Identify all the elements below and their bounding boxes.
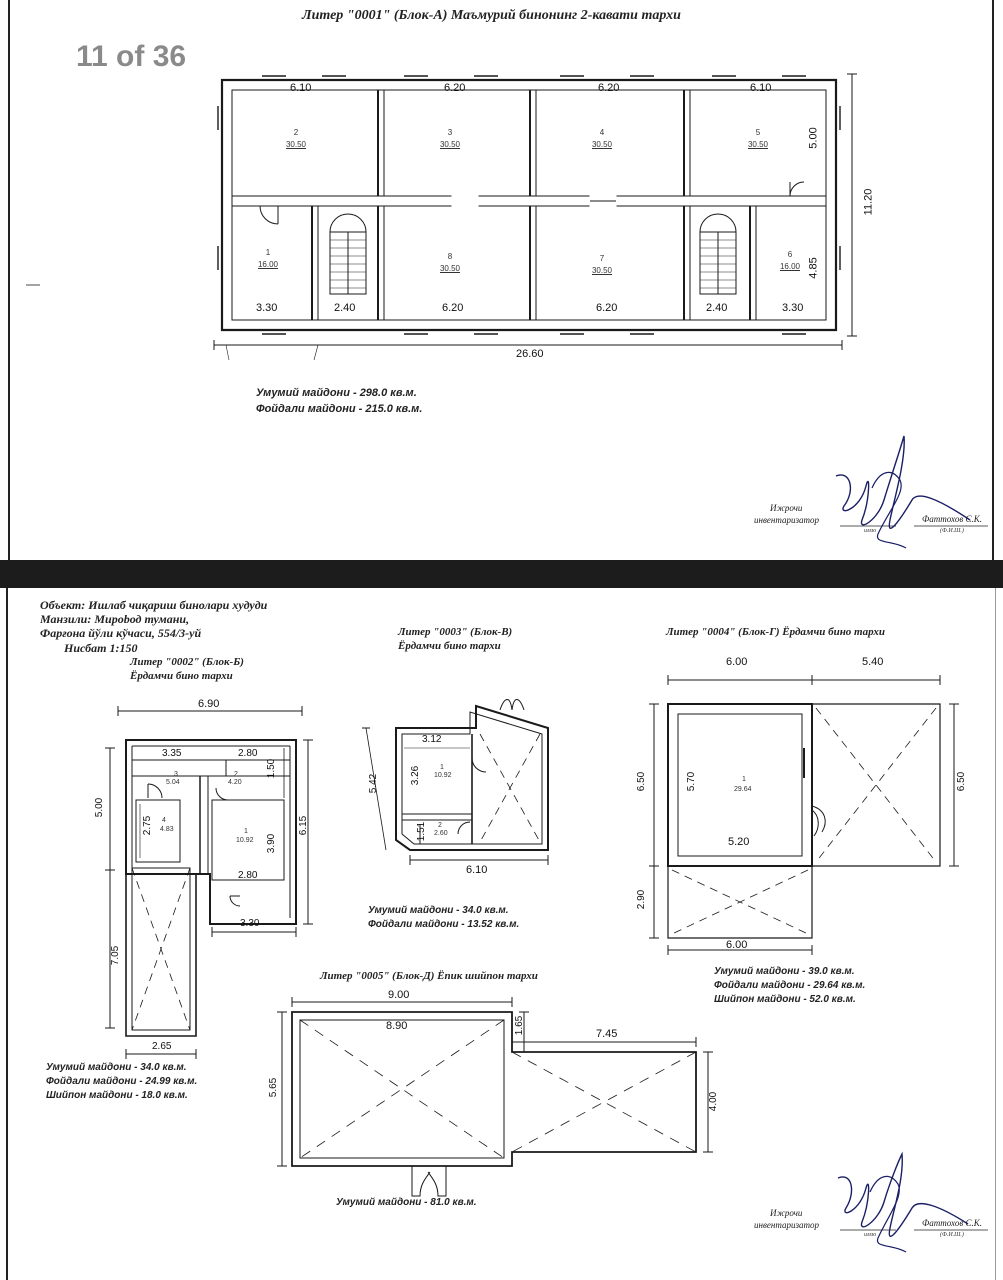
dim-b-left-upper: 5.00 (94, 797, 106, 818)
dim-g-top-right: 5.40 (862, 656, 884, 668)
dim-v-bottom: 6.10 (466, 864, 488, 876)
block-v-subtitle: Ёрдамчи бино тархи (398, 640, 501, 652)
dim-b-bottom-right: 3.30 (240, 918, 260, 929)
room-area: 30.50 (439, 264, 461, 273)
room-number: 1 (440, 764, 444, 771)
dim-total-height: 11.20 (862, 188, 875, 216)
page-counter: 11 of 36 (76, 40, 187, 73)
block-b-title: Литер "0002" (Блок-Б) (130, 656, 244, 668)
room-area: 4.83 (160, 826, 174, 833)
dim-b-r2h: 1.50 (266, 758, 278, 779)
dim-g-inner-w: 5.20 (728, 836, 750, 848)
room-area: 30.50 (439, 140, 461, 149)
dim-b-left-lower: 7.05 (110, 945, 122, 966)
room-area: 29.64 (734, 786, 752, 793)
dim-b-bottom-left: 2.65 (152, 1041, 172, 1052)
dim-right-lower: 4.85 (807, 257, 820, 279)
object-header: Объект: Ишлаб чиқариш бинолари худуди (40, 598, 268, 612)
room-area: 16.00 (779, 262, 801, 271)
room-number: 1 (265, 248, 271, 257)
block-g-canopy-area: Шийпон майдони - 52.0 кв.м. (714, 994, 856, 1005)
dim-bottom-3: 6.20 (442, 302, 464, 314)
dim-right-upper: 5.00 (807, 127, 820, 149)
dim-d-right: 4.00 (708, 1091, 720, 1112)
dim-g-top-left: 6.00 (726, 656, 748, 668)
dim-g-lower-h: 2.90 (636, 889, 648, 910)
dim-g-inner-h: 5.70 (686, 771, 698, 792)
dim-top-4: 6.10 (750, 82, 772, 94)
dim-bottom-6: 3.30 (782, 302, 804, 314)
total-area-text: Умумий майдони - 298.0 кв.м. (256, 387, 417, 399)
dim-top-1: 6.10 (290, 82, 312, 94)
room-number: 4 (599, 128, 605, 137)
room-area: 16.00 (257, 260, 279, 269)
block-g-useful-area: Фойдали майдони - 29.64 кв.м. (714, 980, 866, 991)
room-area: 30.50 (285, 140, 307, 149)
dim-v-left: 5.42 (368, 773, 380, 794)
address-line-1: Манзили: Мирobод тумани, (40, 612, 190, 626)
executor-label-2: инвентаризатор (754, 515, 819, 525)
room-area: 30.50 (591, 266, 613, 275)
room-number: 8 (447, 252, 453, 261)
dim-bottom-2: 2.40 (334, 302, 356, 314)
dim-d-step: 1.65 (514, 1015, 526, 1036)
block-d-title: Литер "0005" (Блок-Д) Ёпик шийпон тархи (320, 970, 538, 982)
scale-text: Нисбат 1:150 (64, 641, 138, 655)
block-d-total-area: Умумий майдони - 81.0 кв.м. (336, 1197, 477, 1208)
room-area: 30.50 (591, 140, 613, 149)
room-number: 2 (438, 822, 442, 829)
block-v-total-area: Умумий майдони - 34.0 кв.м. (368, 905, 509, 916)
dim-d-right-top: 7.45 (596, 1028, 618, 1040)
signature-drawing (0, 588, 1003, 1280)
executor-label-1: Ижрочи (770, 503, 803, 513)
room-area: 10.92 (434, 772, 452, 779)
dim-b-top: 6.90 (198, 698, 220, 710)
dim-b-right: 6.15 (298, 815, 310, 836)
executor-name: Фаттохов С.К. (922, 1218, 982, 1228)
signature-drawing (0, 0, 1003, 560)
room-number: 1 (244, 828, 248, 835)
floor-plan-sheet-2 (0, 588, 1003, 1280)
dim-v-r2h: 1.51 (416, 821, 428, 842)
room-number: 3 (447, 128, 453, 137)
block-v-title: Литер "0003" (Блок-В) (398, 626, 513, 638)
floor-plan-sheet-1 (0, 0, 1003, 560)
executor-label-1: Ижрочи (770, 1208, 803, 1218)
executor-name: Фаттохов С.К. (922, 514, 982, 524)
dim-bottom-4: 6.20 (596, 302, 618, 314)
room-number: 2 (293, 128, 299, 137)
dim-g-left: 6.50 (636, 771, 648, 792)
dim-g-right: 6.50 (956, 771, 968, 792)
dim-b-r1h: 3.90 (266, 833, 278, 854)
room-area: 30.50 (747, 140, 769, 149)
room-area: 10.92 (236, 837, 254, 844)
room-number: 5 (755, 128, 761, 137)
block-b-canopy-area: Шийпон майдони - 18.0 кв.м. (46, 1090, 188, 1101)
block-g-title: Литер "0004" (Блок-Г) Ёрдамчи бино тархи (666, 626, 886, 638)
block-g-total-area: Умумий майдони - 39.0 кв.м. (714, 966, 855, 977)
room-number: 7 (599, 254, 605, 263)
name-caption: (Ф.И.Ш.) (940, 528, 964, 534)
room-number: 3 (174, 771, 178, 778)
dim-v-r1h: 3.26 (410, 765, 422, 786)
room-area: 5.04 (166, 779, 180, 786)
dim-top-3: 6.20 (598, 82, 620, 94)
dim-b-r1-bottom: 2.80 (238, 870, 258, 881)
dim-top-2: 6.20 (444, 82, 466, 94)
dim-b-r2: 2.80 (238, 748, 258, 759)
room-number: 4 (162, 817, 166, 824)
dim-g-bottom: 6.00 (726, 939, 748, 951)
useful-area-text: Фойдали майдони - 215.0 кв.м. (256, 403, 423, 415)
dim-d-inner-top: 8.90 (386, 1020, 408, 1032)
dim-b-r4h: 2.75 (142, 815, 154, 836)
sheet1-title: Литер "0001" (Блок-А) Маъмурий бинонинг 2-кавати тархи (302, 8, 681, 23)
room-area: 2.60 (434, 830, 448, 837)
signature-caption: имзо (864, 528, 877, 534)
executor-label-2: инвентаризатор (754, 1220, 819, 1230)
room-number: 6 (787, 250, 793, 259)
dim-v-r1w: 3.12 (422, 734, 442, 745)
room-area: 4.20 (228, 779, 242, 786)
block-b-subtitle: Ёрдамчи бино тархи (130, 670, 233, 682)
dim-bottom-1: 3.30 (256, 302, 278, 314)
block-b-total-area: Умумий майдони - 34.0 кв.м. (46, 1062, 187, 1073)
dim-total-width: 26.60 (516, 348, 544, 360)
dim-bottom-5: 2.40 (706, 302, 728, 314)
dim-d-top: 9.00 (388, 989, 410, 1001)
page-divider (0, 560, 1003, 588)
name-caption: (Ф.И.Ш.) (940, 1232, 964, 1238)
block-v-useful-area: Фойдали майдони - 13.52 кв.м. (368, 919, 520, 930)
room-number: 2 (234, 771, 238, 778)
address-line-2: Фарғона йўли кўчаси, 554/3-уй (40, 626, 202, 640)
signature-caption: имзо (864, 1232, 877, 1238)
block-b-useful-area: Фойдали майдони - 24.99 кв.м. (46, 1076, 198, 1087)
room-number: 1 (742, 776, 746, 783)
dim-d-left: 5.65 (268, 1077, 280, 1098)
dim-b-r3: 3.35 (162, 748, 182, 759)
